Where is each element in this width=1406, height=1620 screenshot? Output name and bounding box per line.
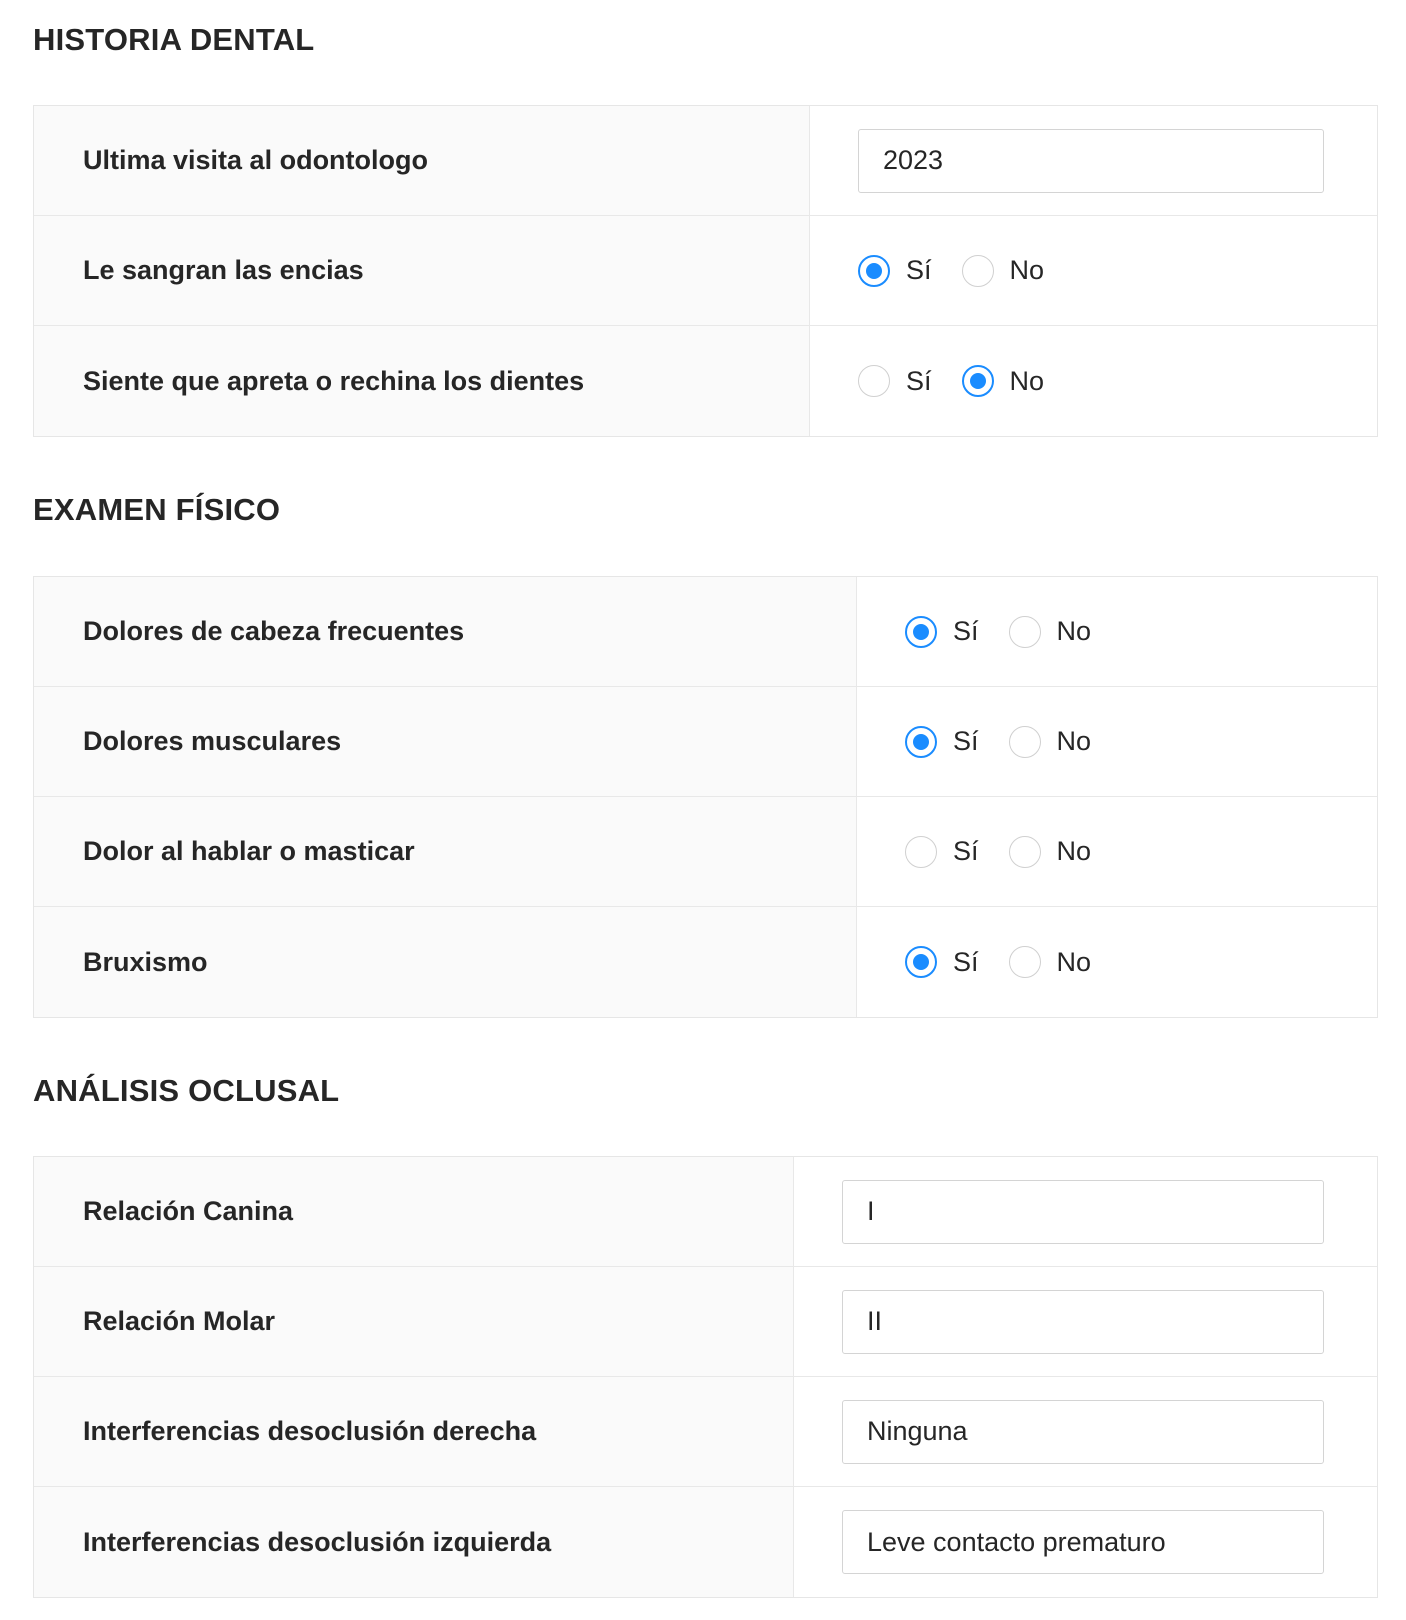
- section-title-analisis-oclusal: ANÁLISIS OCLUSAL: [33, 1073, 340, 1108]
- radio-option-no[interactable]: [1009, 836, 1092, 868]
- radio-circle[interactable]: [905, 726, 937, 758]
- field-label: Interferencias desoclusión izquierda: [34, 1487, 794, 1597]
- field-label: Interferencias desoclusión derecha: [34, 1377, 794, 1486]
- field-value-cell: [857, 907, 1377, 1017]
- radio-circle[interactable]: [905, 946, 937, 978]
- field-label: Dolores de cabeza frecuentes: [34, 577, 857, 686]
- form-row-interferencias-desoclusion-derecha: [34, 1377, 1377, 1487]
- radio-option-no[interactable]: [1009, 616, 1092, 648]
- form-row-interferencias-desoclusion-izquierda: [34, 1487, 1377, 1597]
- form-row-le-sangran-las-encias: [34, 216, 1377, 326]
- radio-option-no[interactable]: [1009, 946, 1092, 978]
- field-label: Dolores musculares: [34, 687, 857, 796]
- analisis-oclusal-table: [33, 1156, 1378, 1598]
- radio-label: No: [1056, 616, 1092, 646]
- radio-option-no[interactable]: [962, 365, 1045, 397]
- field-value-cell: [794, 1377, 1377, 1486]
- form-row-relacion-molar: [34, 1267, 1377, 1377]
- radio-label: No: [1009, 255, 1045, 285]
- dolores-musculares-radio-group: [905, 726, 1121, 758]
- form-row-siente-que-apreta-o-rechina-los-dientes: [34, 326, 1377, 436]
- radio-label: No: [1056, 836, 1092, 866]
- field-label: Relación Molar: [34, 1267, 794, 1376]
- field-label: Bruxismo: [34, 907, 857, 1017]
- le-sangran-las-encias-radio-group: [858, 255, 1074, 287]
- radio-label: Sí: [906, 255, 932, 285]
- form-row-dolor-al-hablar-o-masticar: [34, 797, 1377, 907]
- radio-option-si[interactable]: [905, 836, 979, 868]
- radio-circle[interactable]: [858, 365, 890, 397]
- field-label: Dolor al hablar o masticar: [34, 797, 857, 906]
- field-value-cell: [794, 1487, 1377, 1597]
- form-row-relacion-canina: [34, 1157, 1377, 1267]
- radio-label: Sí: [953, 946, 979, 977]
- radio-label: No: [1056, 726, 1092, 756]
- radio-option-no[interactable]: [1009, 726, 1092, 758]
- field-value-cell: [857, 687, 1377, 796]
- field-value-cell: [857, 577, 1377, 686]
- radio-circle[interactable]: [1009, 726, 1041, 758]
- radio-circle[interactable]: [905, 836, 937, 868]
- form-row-bruxismo: [34, 907, 1377, 1017]
- radio-label: Sí: [906, 365, 932, 396]
- field-label: Le sangran las encias: [34, 216, 810, 325]
- radio-circle[interactable]: [858, 255, 890, 287]
- radio-label: Sí: [953, 616, 979, 646]
- field-label: Ultima visita al odontologo: [34, 106, 810, 215]
- radio-circle[interactable]: [1009, 946, 1041, 978]
- radio-option-si[interactable]: [905, 616, 979, 648]
- ultima-visita-al-odontologo-input[interactable]: [858, 129, 1324, 193]
- radio-circle[interactable]: [962, 365, 994, 397]
- field-value-cell: [810, 216, 1377, 325]
- radio-option-si[interactable]: [858, 365, 932, 397]
- form-row-dolores-de-cabeza-frecuentes: [34, 577, 1377, 687]
- radio-circle[interactable]: [1009, 836, 1041, 868]
- form-row-ultima-visita-al-odontologo: [34, 106, 1377, 216]
- radio-option-no[interactable]: [962, 255, 1045, 287]
- field-value-cell: [810, 106, 1377, 215]
- dolor-al-hablar-o-masticar-radio-group: [905, 836, 1121, 868]
- field-value-cell: [810, 326, 1377, 436]
- form-row-dolores-musculares: [34, 687, 1377, 797]
- examen-fisico-table: [33, 576, 1378, 1018]
- interferencias-desoclusion-derecha-input[interactable]: [842, 1400, 1324, 1464]
- radio-option-si[interactable]: [858, 255, 932, 287]
- bruxismo-radio-group: [905, 946, 1121, 978]
- radio-label: Sí: [953, 836, 979, 866]
- dolores-de-cabeza-frecuentes-radio-group: [905, 616, 1121, 648]
- field-label: Siente que apreta o rechina los dientes: [34, 326, 810, 436]
- radio-label: Sí: [953, 726, 979, 756]
- historia-dental-table: [33, 105, 1378, 437]
- radio-circle[interactable]: [962, 255, 994, 287]
- section-title-examen-fisico: EXAMEN FÍSICO: [33, 492, 281, 527]
- field-value-cell: [794, 1157, 1377, 1266]
- interferencias-desoclusion-izquierda-input[interactable]: [842, 1510, 1324, 1574]
- radio-option-si[interactable]: [905, 946, 979, 978]
- siente-que-apreta-o-rechina-los-dientes-radio-group: [858, 365, 1074, 397]
- radio-label: No: [1009, 365, 1045, 396]
- field-value-cell: [794, 1267, 1377, 1376]
- section-title-historia-dental: HISTORIA DENTAL: [33, 22, 315, 57]
- field-value-cell: [857, 797, 1377, 906]
- radio-label: No: [1056, 946, 1092, 977]
- relacion-canina-input[interactable]: [842, 1180, 1324, 1244]
- radio-option-si[interactable]: [905, 726, 979, 758]
- relacion-molar-input[interactable]: [842, 1290, 1324, 1354]
- radio-circle[interactable]: [905, 616, 937, 648]
- field-label: Relación Canina: [34, 1157, 794, 1266]
- radio-circle[interactable]: [1009, 616, 1041, 648]
